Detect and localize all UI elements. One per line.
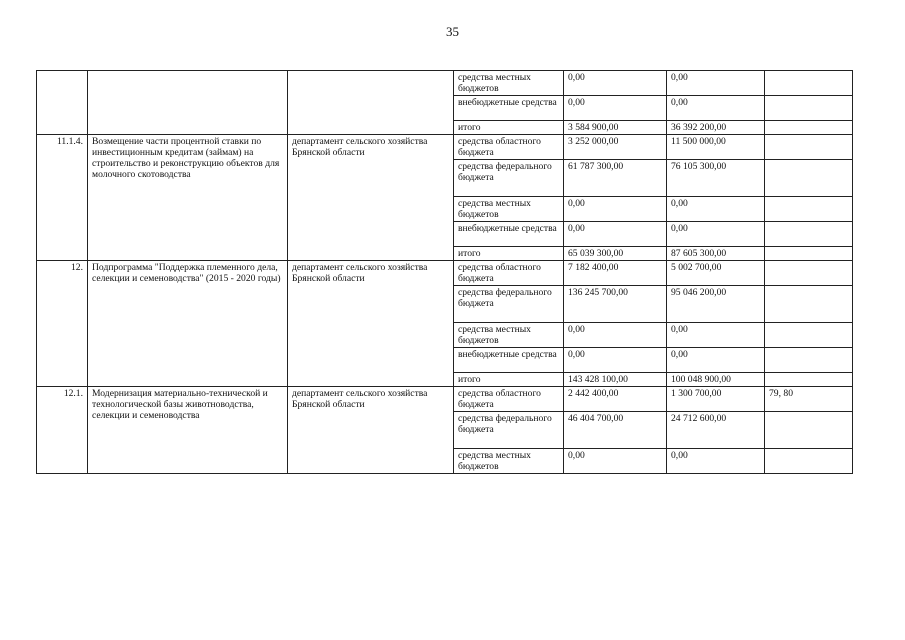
funding-source-cell: средства областного бюджета — [454, 387, 564, 412]
funding-source-cell: итого — [454, 121, 564, 135]
item-name-cell: Модернизация материально-технической и технологической базы животноводства, селекции и семеноводства — [88, 387, 288, 474]
amount-cell: 100 048 900,00 — [667, 373, 765, 387]
table-row — [37, 135, 853, 160]
amount-cell: 76 105 300,00 — [667, 160, 765, 197]
amount-cell: 0,00 — [667, 96, 765, 121]
amount-cell: 0,00 — [564, 449, 667, 474]
item-number-cell: 12. — [37, 261, 88, 387]
note-cell — [765, 323, 853, 348]
note-cell — [765, 261, 853, 286]
note-cell — [765, 121, 853, 135]
executor-cell: департамент сельского хозяйства Брянской области — [288, 135, 454, 261]
table-row — [37, 71, 853, 96]
item-name-cell: Подпрограмма "Поддержка племенного дела, селекции и семеноводства" (2015 - 2020 годы) — [88, 261, 288, 387]
note-cell — [765, 71, 853, 96]
note-cell — [765, 412, 853, 449]
amount-cell: 0,00 — [667, 348, 765, 373]
amount-cell: 0,00 — [667, 197, 765, 222]
note-cell — [765, 348, 853, 373]
amount-cell: 36 392 200,00 — [667, 121, 765, 135]
amount-cell: 0,00 — [564, 197, 667, 222]
amount-cell: 87 605 300,00 — [667, 247, 765, 261]
note-cell — [765, 449, 853, 474]
funding-source-cell: внебюджетные средства — [454, 222, 564, 247]
amount-cell: 46 404 700,00 — [564, 412, 667, 449]
amount-cell: 0,00 — [667, 222, 765, 247]
amount-cell: 136 245 700,00 — [564, 286, 667, 323]
table-row — [37, 261, 853, 286]
page-number: 35 — [446, 24, 459, 39]
amount-cell: 2 442 400,00 — [564, 387, 667, 412]
amount-cell: 61 787 300,00 — [564, 160, 667, 197]
funding-source-cell: внебюджетные средства — [454, 348, 564, 373]
funding-source-cell: средства местных бюджетов — [454, 71, 564, 96]
note-cell — [765, 247, 853, 261]
executor-cell: департамент сельского хозяйства Брянской области — [288, 387, 454, 474]
amount-cell: 1 300 700,00 — [667, 387, 765, 412]
item-name-cell: Возмещение части процентной ставки по инвестиционным кредитам (займам) на строительство и реконструкцию объектов для молочного скотоводства — [88, 135, 288, 261]
amount-cell: 0,00 — [564, 71, 667, 96]
amount-cell: 95 046 200,00 — [667, 286, 765, 323]
amount-cell: 0,00 — [564, 323, 667, 348]
funding-source-cell: средства федерального бюджета — [454, 412, 564, 449]
funding-source-cell: средства местных бюджетов — [454, 197, 564, 222]
note-cell — [765, 222, 853, 247]
note-cell — [765, 286, 853, 323]
amount-cell: 3 252 000,00 — [564, 135, 667, 160]
amount-cell: 11 500 000,00 — [667, 135, 765, 160]
note-cell — [765, 197, 853, 222]
amount-cell: 0,00 — [564, 348, 667, 373]
funding-source-cell: средства местных бюджетов — [454, 449, 564, 474]
executor-cell: департамент сельского хозяйства Брянской области — [288, 261, 454, 387]
table-row — [37, 387, 853, 412]
funding-source-cell: итого — [454, 373, 564, 387]
amount-cell: 0,00 — [564, 96, 667, 121]
amount-cell: 0,00 — [667, 323, 765, 348]
amount-cell: 3 584 900,00 — [564, 121, 667, 135]
funding-source-cell: средства областного бюджета — [454, 135, 564, 160]
note-cell — [765, 160, 853, 197]
amount-cell: 7 182 400,00 — [564, 261, 667, 286]
amount-cell: 5 002 700,00 — [667, 261, 765, 286]
funding-source-cell: средства местных бюджетов — [454, 323, 564, 348]
amount-cell: 143 428 100,00 — [564, 373, 667, 387]
executor-cell — [288, 71, 454, 135]
budget-table — [36, 70, 853, 474]
note-cell — [765, 373, 853, 387]
funding-source-cell: средства областного бюджета — [454, 261, 564, 286]
amount-cell: 0,00 — [667, 449, 765, 474]
amount-cell: 24 712 600,00 — [667, 412, 765, 449]
item-number-cell — [37, 71, 88, 135]
note-cell: 79, 80 — [765, 387, 853, 412]
note-cell — [765, 96, 853, 121]
funding-source-cell: средства федерального бюджета — [454, 160, 564, 197]
item-name-cell — [88, 71, 288, 135]
note-cell — [765, 135, 853, 160]
funding-source-cell: внебюджетные средства — [454, 96, 564, 121]
item-number-cell: 11.1.4. — [37, 135, 88, 261]
amount-cell: 65 039 300,00 — [564, 247, 667, 261]
item-number-cell: 12.1. — [37, 387, 88, 474]
amount-cell: 0,00 — [564, 222, 667, 247]
amount-cell: 0,00 — [667, 71, 765, 96]
funding-source-cell: средства федерального бюджета — [454, 286, 564, 323]
funding-source-cell: итого — [454, 247, 564, 261]
